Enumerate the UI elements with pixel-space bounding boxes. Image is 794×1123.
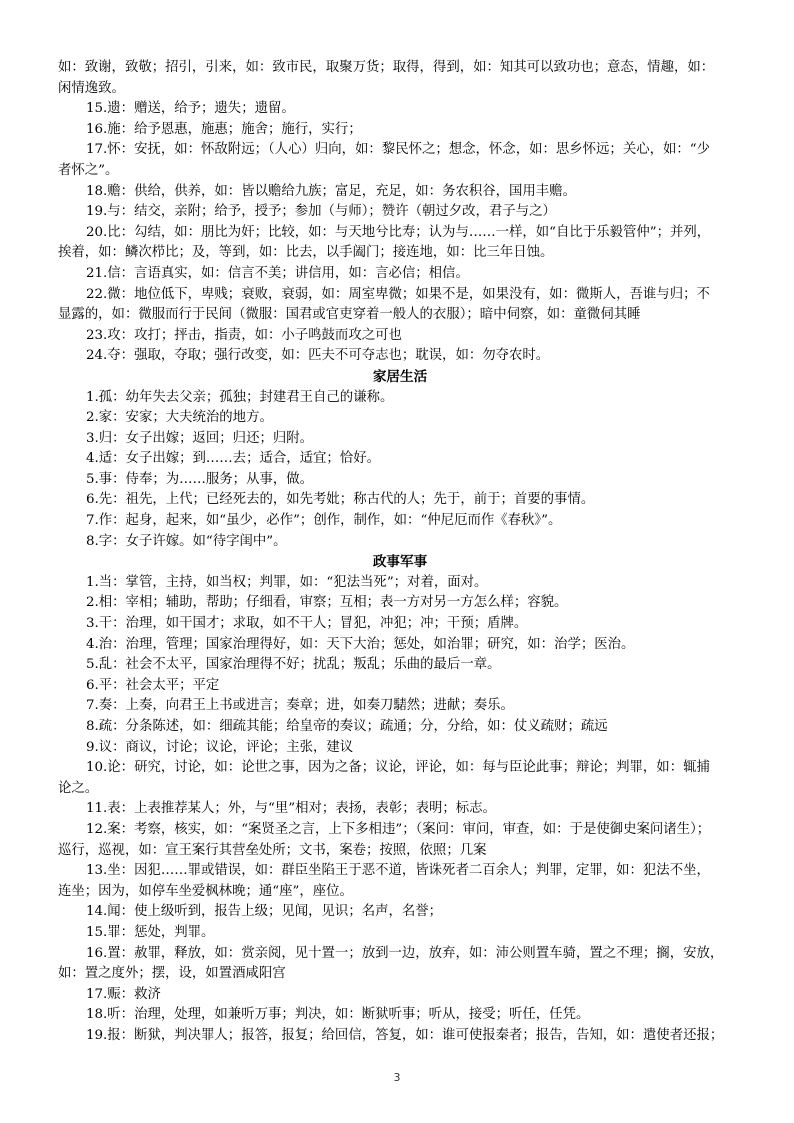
text-line: 如：置之度外；摆，设，如置酒咸阳宫 [58, 966, 286, 982]
text-line: 11.表：上表推荐某人；外，与“里”相对；表扬，表彰；表明；标志。 [86, 801, 496, 817]
text-line: 巡行，巡视，如：宣王案行其营垒处所；文书，案卷；按照，依照；几案 [58, 842, 487, 858]
text-line: 17.赈：救济 [86, 986, 161, 1002]
text-line: 18.赡：供给，供养，如：皆以赡给九族；富足，充足，如：务农积谷，国用丰赡。 [86, 183, 576, 199]
text-line: 16.施：给予恩惠，施惠；施舍；施行，实行； [86, 121, 362, 137]
text-line: 9.议：商议，讨论；议论，评论；主张，建议 [86, 739, 354, 755]
text-line: 6.先：祖先，上代；已经死去的，如先考妣；称古代的人；先于，前于；首要的事情。 [86, 492, 595, 508]
text-line: 8.疏：分条陈述，如：细疏其能；给皇帝的奏议；疏通；分，分给，如：仗义疏财；疏远 [86, 719, 608, 734]
text-line: 14.闻：使上级听到，报告上级；见闻，见识；名声，名誉； [86, 904, 443, 920]
text-line: 7.作：起身，起来，如“虽少，必作”；创作，制作，如：“仲尼厄而作《春秋》”。 [86, 513, 562, 529]
text-line: 2.家：安家；大夫统治的地方。 [86, 410, 273, 426]
text-line: 24.夺：强取，夺取；强行改变，如：匹夫不可夺志也；耽误，如：勿夺农时。 [86, 348, 550, 364]
text-line: 20.比：勾结，如：朋比为奸；比较，如：与天地兮比寿；认为与……一样，如“自比于乐毅管仲”；并列， [86, 224, 711, 240]
text-line: 闲情逸致。 [58, 80, 125, 96]
text-line: 6.平：社会太平；平定 [86, 677, 220, 693]
text-line: 论之。 [58, 780, 99, 796]
text-line: 1.当：掌管，主持，如当权；判罪，如：“犯法当死”；对着，面对。 [86, 574, 488, 590]
text-line: 10.论：研究，讨论，如：论世之事，因为之备；议论，评论，如：每与臣论此事；辩论；判罪，如：辄捕 [86, 760, 710, 776]
text-line: 16.置：赦罪，释放，如：赏亲阅，见十置一；放到一边，放弃，如：沛公则置车骑，置之不理；搁，安放， [86, 945, 724, 961]
text-line: 3.干：治理，如干国才；求取，如不干人；冒犯，冲犯；冲；干预；盾牌。 [86, 616, 528, 632]
text-line: 如：致谢，致敬；招引，引来，如：致市民，取聚万货；取得，得到，如：知其可以致功也；意态，情趣，如： [58, 60, 715, 75]
text-line: 4.适：女子出嫁；到……去；适合，适宜；恰好。 [86, 451, 380, 467]
text-line: 22.微：地位低下，卑贱；衰败，衰弱，如：周室卑微；如果不是，如果没有，如：微斯人，吾谁与归；不 [86, 286, 710, 302]
text-line: 连坐；因为，如停车坐爱枫林晚；通“座”，座位。 [58, 883, 353, 899]
text-line: 显露的，如：微服而行于民间（微服：国君或官吏穿着一般人的衣服）；暗中伺察，如：童微伺其睡 [58, 307, 641, 323]
text-line: 1.孤：幼年失去父亲；孤独；封建君王自己的谦称。 [86, 389, 394, 405]
text-line: 12.案：考察，核实，如：“案贤圣之言，上下多相违”；（案问：审问，审查，如：于是使御史案问诸生）； [86, 821, 711, 837]
text-line: 7.奏：上奏，向君王上书或进言；奏章；进，如奏刀騞然；进献；奏乐。 [86, 698, 514, 714]
text-line: 5.事：侍奉；为……服务；从事，做。 [86, 471, 314, 487]
text-line: 17.怀：安抚，如：怀敌附远；（人心）归向，如：黎民怀之；想念，怀念，如：思乡怀远；关心，如：“少 [86, 142, 711, 158]
text-line: 者怀之”。 [58, 162, 119, 178]
section-heading: 家居生活 [372, 368, 428, 385]
text-line: 8.字：女子许嫁。如“待字闺中”。 [86, 533, 287, 549]
page-number: 3 [393, 1071, 401, 1084]
text-line: 19.报：断狱，判决罪人；报答，报复；给回信，答复，如：谁可使报秦者；报告，告知，如：遣使者还报； [86, 1027, 724, 1043]
text-line: 3.归：女子出嫁；返回；归还；归附。 [86, 430, 314, 446]
text-line: 19.与：结交，亲附；给予，授予；参加（与师）；赞许（朝过夕改，君子与之） [86, 204, 556, 220]
text-line: 4.治：治理，管理；国家治理得好，如：天下大治；惩处，如治罪；研究，如：治学；医治。 [86, 636, 635, 652]
text-line: 13.坐：因犯……罪或错误，如：群臣坐陷王于恶不道，皆诛死者二百余人；判罪，定罪，如：犯法不坐， [86, 863, 710, 879]
section-heading: 政事军事 [372, 554, 428, 571]
text-line: 15.遗：赠送，给予；遗失；遗留。 [86, 101, 295, 117]
text-line: 15.罪：惩处，判罪。 [86, 924, 215, 940]
text-line: 21.信：言语真实，如：信言不美；讲信用，如：言必信；相信。 [86, 265, 469, 281]
text-line: 挨着，如：鳞次栉比；及，等到，如：比去，以手阖门；接连地，如：比三年日蚀。 [58, 245, 554, 261]
text-line: 5.乱：社会不太平，国家治理得不好；扰乱；叛乱；乐曲的最后一章。 [86, 657, 501, 673]
text-line: 23.攻：攻打；抨击，指责，如：小子鸣鼓而攻之可也 [86, 327, 402, 343]
text-line: 2.相：宰相；辅助，帮助；仔细看，审察；互相；表一方对另一方怎么样；容貌。 [86, 595, 568, 611]
text-line: 18.听：治理，处理，如兼听万事；判决，如：断狱听事；听从，接受；听任，任凭。 [86, 1007, 590, 1023]
document-body [58, 58, 742, 1047]
